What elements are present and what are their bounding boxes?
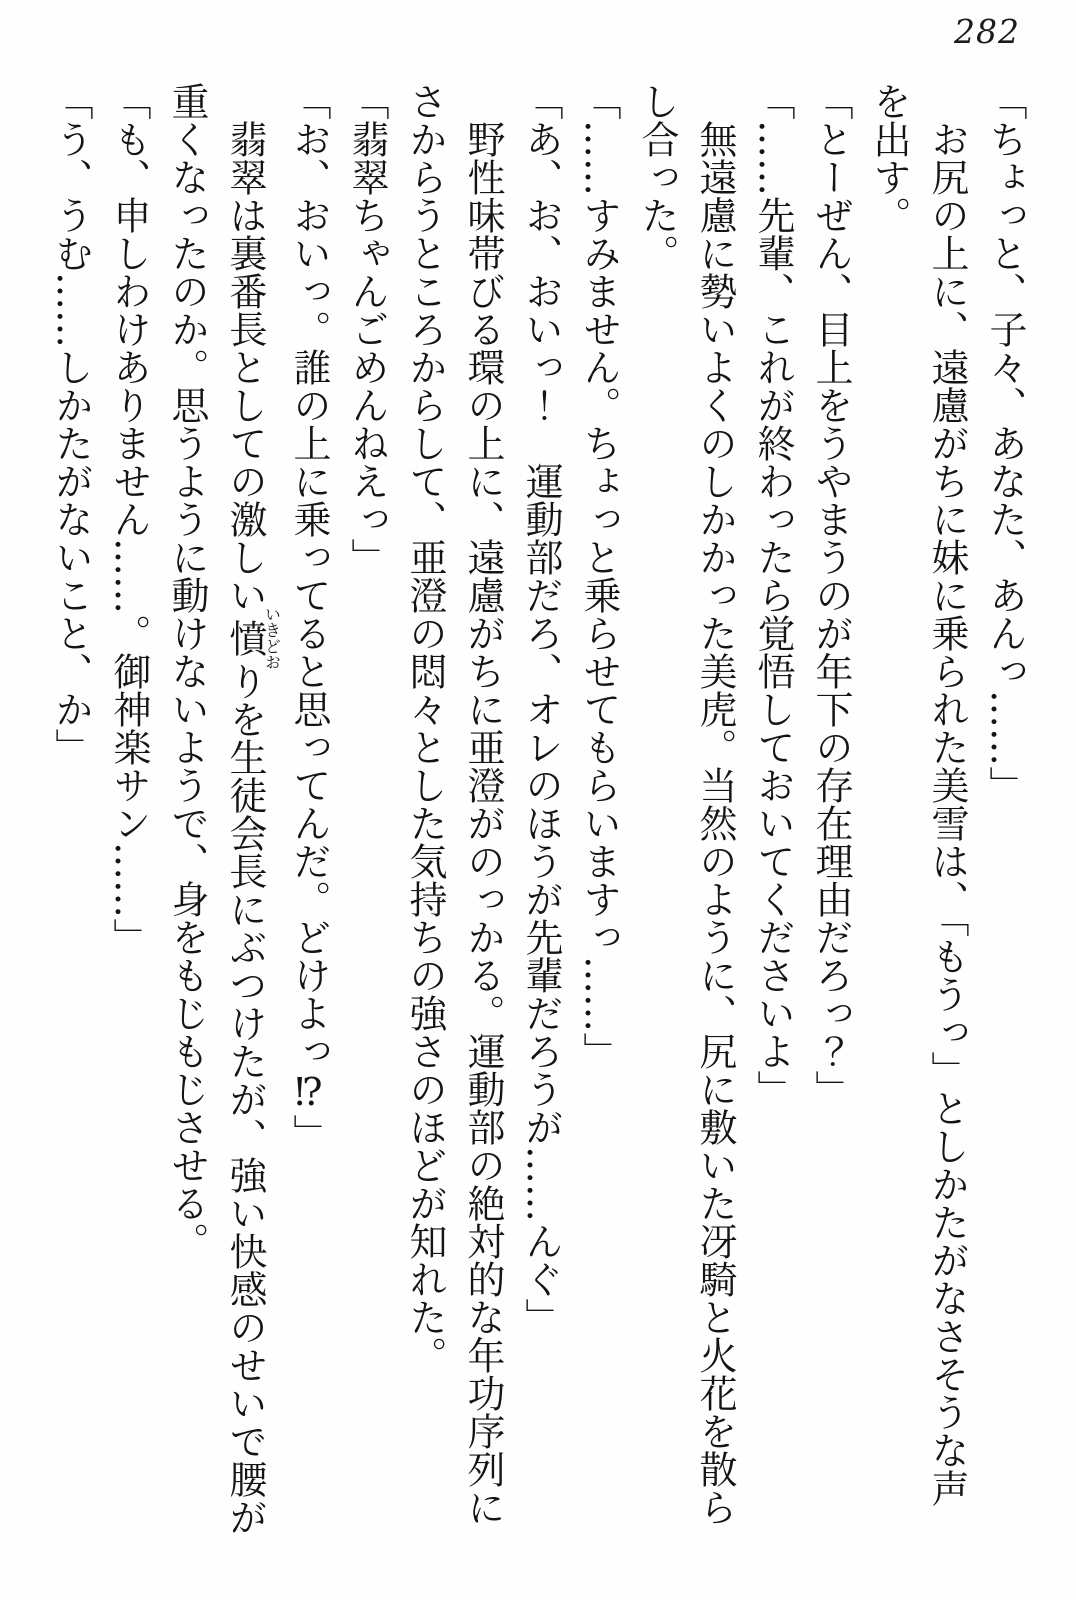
text-line: 翡翠は裏番長としての激しい憤いきどおりを生徒会長にぶつけたが、強い快感のせいで腰が <box>223 120 282 1536</box>
text-line: お尻の上に、遠慮がちに妹に乗られた美雪は、「もうっ」としかたがなさそうな声 <box>925 120 969 1507</box>
text-line: 「う、うむ……しかたがないこと、か」 <box>49 82 93 766</box>
text-line: 「お、おいっ。誰の上に乗ってると思ってんだ。どけよっ⁉」 <box>287 82 331 1152</box>
text-line: し合った。 <box>635 82 679 272</box>
text-line: 野性味帯びる環の上に、遠慮がちに亜澄がのっかる。運動部の絶対的な年功序列に <box>461 120 505 1526</box>
text-line: 重くなったのか。思うように動けないようで、身をもじもじさせる。 <box>165 82 209 1260</box>
text-line: 「とーぜん、目上をうやまうのが年下の存在理由だろっ？」 <box>809 82 853 1108</box>
text-line: 「ちょっと、子々、あなた、あんっ……」 <box>983 82 1027 804</box>
text-line: 「あ、お、おいっ！ 運動部だろ、オレのほうが先輩だろうが……んぐ」 <box>519 82 563 1336</box>
text-line: 無遠慮に勢いよくのしかかった美虎。当然のように、尻に敷いた冴騎と火花を散ら <box>693 120 737 1526</box>
body-text <box>42 82 1034 1534</box>
text-line: 「も、申しわけありません……。御神楽サン……」 <box>107 82 151 956</box>
furigana-annotated-word: 憤いきどお <box>223 606 282 670</box>
text-line: 「翡翠ちゃんごめんねえっ」 <box>345 82 389 576</box>
text-line: 「……先輩、これが終わったら覚悟しておいてくださいよ」 <box>751 82 795 1108</box>
text-line: さからうところからして、亜澄の悶々とした気持ちの強さのほどが知れた。 <box>403 82 447 1374</box>
page-number: 282 <box>954 12 1020 51</box>
text-line: 「……すみません。ちょっと乗らせてもらいますっ……」 <box>577 82 621 1070</box>
text-line: を出す。 <box>867 82 911 234</box>
